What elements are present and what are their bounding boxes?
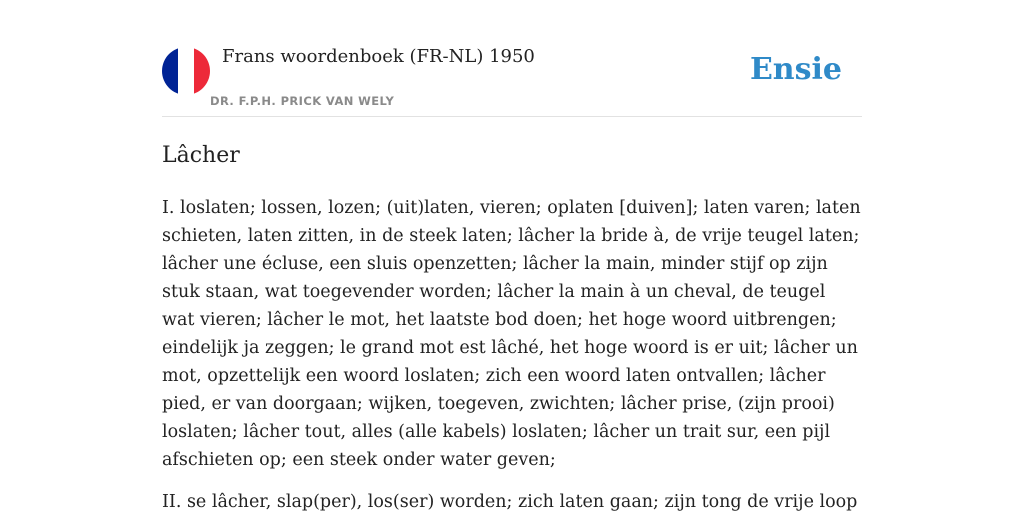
dictionary-header xyxy=(162,0,862,117)
dictionary-author[interactable]: DR. F.P.H. PRICK VAN WELY xyxy=(210,94,395,108)
flag-stripe-blue xyxy=(162,47,178,95)
entry-headword: Lâcher xyxy=(162,143,240,168)
dictionary-title[interactable]: Frans woordenboek (FR-NL) 1950 xyxy=(222,46,535,67)
dictionary-card xyxy=(162,0,862,516)
definition-2: II. se lâcher, slap(per), los(ser) worden; zich laten gaan; zijn tong de vrije loop xyxy=(162,492,858,512)
french-flag-icon xyxy=(162,47,210,95)
flag-stripe-white xyxy=(178,47,194,95)
definition-1: I. loslaten; lossen, lozen; (uit)laten, vieren; oplaten [duiven]; laten varen; laten schieten, laten zitten, in de steek laten; lâcher la bride à, de vrije teugel laten; lâcher une écluse, een sluis openzetten; lâcher la main, minder stijf op zijn stuk staan, wat toegevender worden; lâcher la main à un cheval, de teugel wat vieren; lâcher le mot, het laatste bod doen; het hoge woord uitbrengen; eindelijk ja zeggen; le grand mot est lâché, het hoge woord is er uit; lâcher un mot, opzettelijk een woord loslaten; zich een woord laten ontvallen; lâcher pied, er van doorgaan; wijken, toegeven, zwichten; lâcher prise, (zijn prooi) loslaten; lâcher tout, alles (alle kabels) loslaten; lâcher un trait sur, een pijl afschieten op; een steek onder water geven; xyxy=(162,198,861,470)
flag-stripe-red xyxy=(194,47,210,95)
ensie-logo[interactable]: Ensie xyxy=(749,52,842,87)
